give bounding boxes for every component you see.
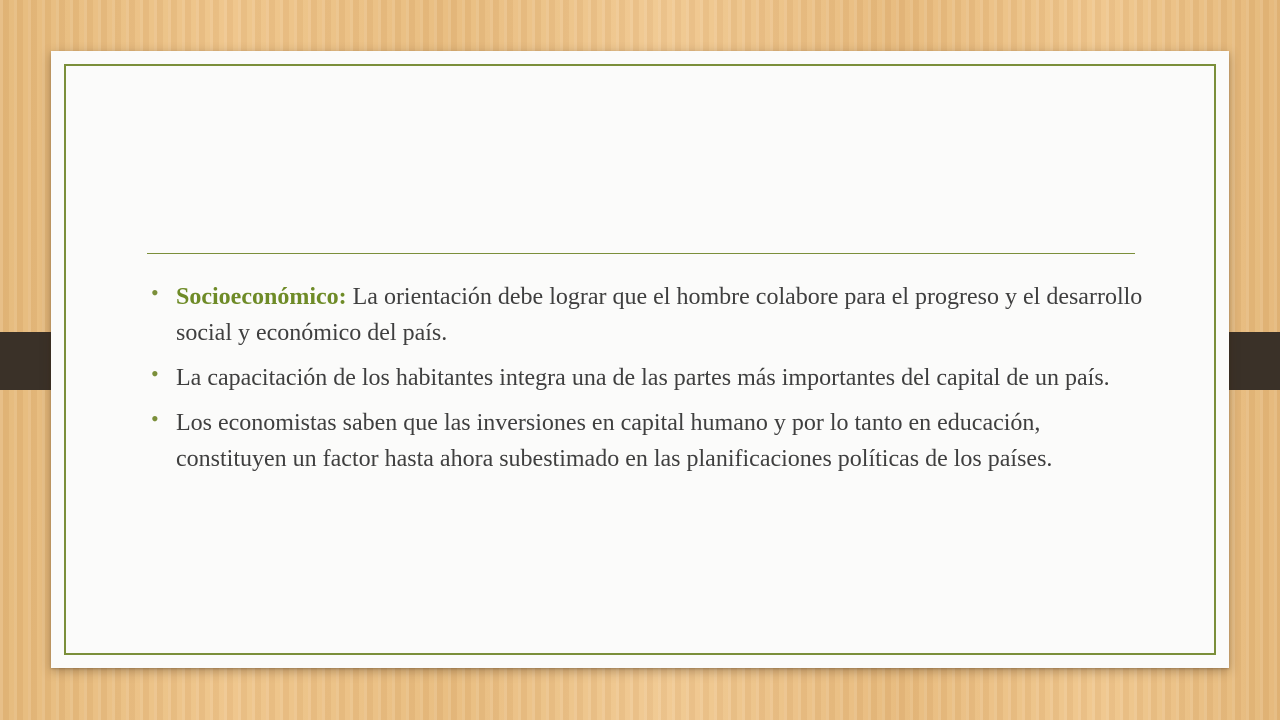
bullet-text: La capacitación de los habitantes integra una de las partes más importantes del capital de un país. — [176, 365, 1110, 391]
bullet-text: La orientación debe lograr que el hombre colabore para el progreso y el desarrollo social y económico del país. — [176, 284, 1143, 346]
bullet-icon: • — [151, 280, 159, 305]
bullet-icon: • — [151, 361, 159, 386]
bullet-lead-label: Socioeconómico: — [176, 284, 347, 310]
bullet-item-socioeconomico — [151, 279, 1151, 351]
bullet-item-capacitacion — [151, 360, 1151, 396]
bullet-item-economistas — [151, 405, 1151, 477]
bullet-icon: • — [151, 406, 159, 431]
bullet-list — [151, 279, 1151, 486]
bullet-text: Los economistas saben que las inversiones en capital humano y por lo tanto en educación, constituyen un factor hasta ahora subestimado en las planificaciones políticas de los países. — [176, 410, 1053, 472]
title-divider-line — [147, 253, 1135, 254]
slide-card — [51, 51, 1229, 668]
